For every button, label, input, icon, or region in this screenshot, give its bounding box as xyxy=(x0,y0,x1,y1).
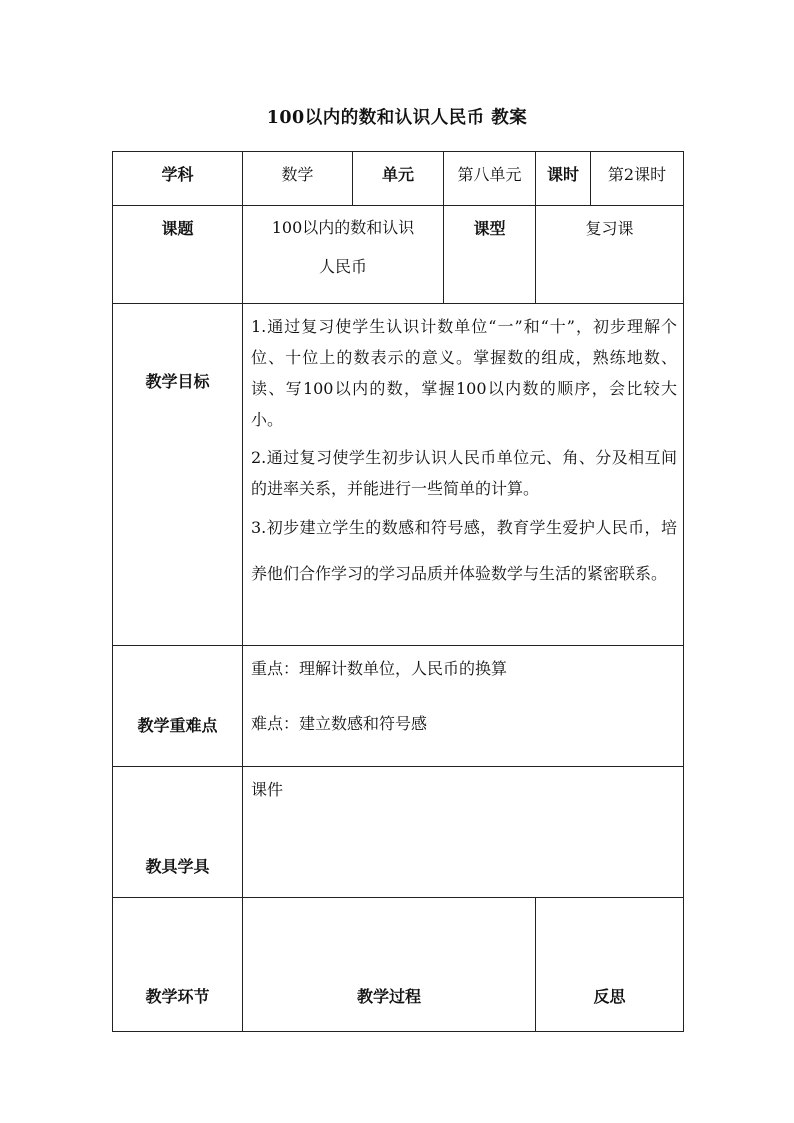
objective-item: 1.通过复习使学生认识计数单位“一”和“十”，初步理解个位、十位上的数表示的意义。掌握数的组成，熟练地数、读、写100以内的数，掌握100以内数的顺序，会比较大小。 xyxy=(251,317,677,429)
subject-label: 学科 xyxy=(161,165,194,184)
topic-value-line2: 人民币 xyxy=(318,257,367,276)
topic-label: 课题 xyxy=(161,219,194,238)
key-points-label-cell xyxy=(113,646,243,767)
period-label: 课时 xyxy=(546,165,579,184)
key-points-row xyxy=(113,646,684,767)
subject-value-cell xyxy=(243,152,353,206)
objectives-row xyxy=(113,304,684,646)
topic-row xyxy=(113,206,684,304)
key-points-content-cell xyxy=(243,646,684,767)
objectives-content-cell xyxy=(243,304,684,646)
focus-point: 重点：理解计数单位，人民币的换算 xyxy=(251,659,508,678)
page-title: 100以内的数和认识人民币 教案 xyxy=(266,108,528,128)
reflection-label-cell xyxy=(536,898,684,1032)
period-value: 第2课时 xyxy=(607,165,667,184)
type-value-cell xyxy=(536,206,684,304)
tools-row xyxy=(113,767,684,898)
period-value-cell xyxy=(591,152,684,206)
type-value: 复习课 xyxy=(585,219,634,238)
tools-value: 课件 xyxy=(251,780,284,799)
objective-item: 2.通过复习使学生初步认识人民币单位元、角、分及相互间的进率关系，并能进行一些简单的计算。 xyxy=(251,448,677,498)
stage-label-cell xyxy=(113,898,243,1032)
objectives-label-cell xyxy=(113,304,243,646)
stage-label: 教学环节 xyxy=(145,987,210,1006)
tools-label: 教具学具 xyxy=(145,857,210,876)
reflection-label: 反思 xyxy=(593,987,626,1006)
unit-label: 单元 xyxy=(381,165,414,184)
key-points-label: 教学重难点 xyxy=(137,715,218,735)
difficulty-point: 难点：建立数感和符号感 xyxy=(251,714,428,733)
lesson-plan-table xyxy=(112,151,684,1032)
process-label: 教学过程 xyxy=(356,987,421,1006)
topic-value-line1: 100以内的数和认识 xyxy=(271,218,415,237)
topic-value-cell xyxy=(243,206,444,304)
subject-value: 数学 xyxy=(281,165,314,184)
process-header-row xyxy=(113,898,684,1032)
type-label: 课型 xyxy=(473,219,506,238)
unit-value-cell xyxy=(444,152,536,206)
period-label-cell xyxy=(536,152,591,206)
type-label-cell xyxy=(444,206,536,304)
unit-label-cell xyxy=(353,152,444,206)
topic-label-cell xyxy=(113,206,243,304)
tools-content-cell xyxy=(243,767,684,898)
objectives-label: 教学目标 xyxy=(145,372,210,391)
subject-label-cell xyxy=(113,152,243,206)
subject-row xyxy=(113,152,684,206)
process-label-cell xyxy=(243,898,536,1032)
tools-label-cell xyxy=(113,767,243,898)
objective-item: 3.初步建立学生的数感和符号感，教育学生爱护人民币，培养他们合作学习的学习品质并体验数学与生活的紧密联系。 xyxy=(251,518,677,583)
unit-value: 第八单元 xyxy=(457,165,522,184)
